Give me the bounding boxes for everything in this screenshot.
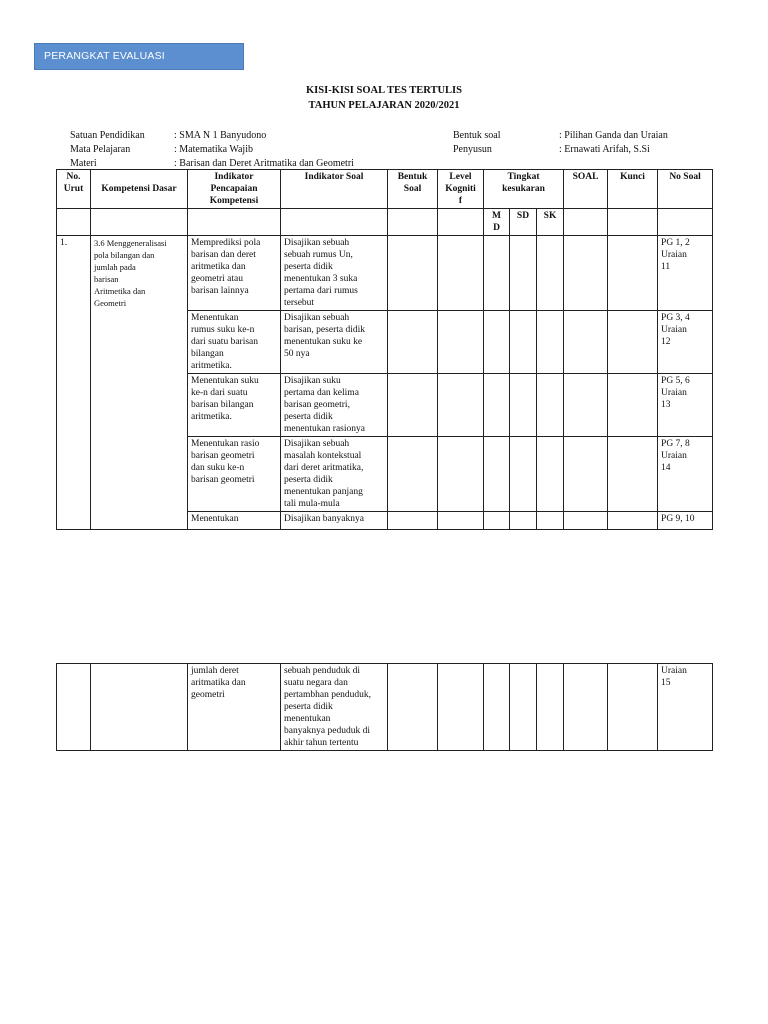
header-no: No. Urut <box>57 170 91 209</box>
header-sd: SD <box>510 209 537 236</box>
header-kunci: Kunci <box>608 170 658 209</box>
meta-penyusun-label: Penyusun <box>453 144 492 155</box>
no-soal: PG 3, 4 Uraian 12 <box>658 311 713 374</box>
header-kd: Kompetensi Dasar <box>91 170 188 209</box>
indikator-soal: Disajikan suku pertama dan kelima barisan geometri, peserta didik menentukan rasionya <box>281 374 388 437</box>
section-banner: PERANGKAT EVALUASI PENGETAHUAN <box>34 43 244 70</box>
header-row <box>57 170 713 209</box>
indikator-pencapaian: jumlah deret aritmatika dan geometri <box>188 664 281 751</box>
header-indikator-soal: Indikator Soal <box>281 170 388 209</box>
indikator-soal: Disajikan banyaknya <box>281 512 388 530</box>
row-number: 1. <box>57 236 91 530</box>
doc-title: KISI-KISI SOAL TES TERTULIS <box>306 85 462 96</box>
no-soal: PG 7, 8 Uraian 14 <box>658 437 713 512</box>
subheader-row <box>57 209 713 236</box>
header-md: M D <box>484 209 510 236</box>
header-sk: SK <box>537 209 564 236</box>
header-tingkat: Tingkat kesukaran <box>484 170 564 209</box>
kisi-kisi-table <box>56 169 713 530</box>
header-ipk: Indikator Pencapaian Kompetensi <box>188 170 281 209</box>
kisi-kisi-table-continued <box>56 663 713 751</box>
meta-materi-value: : Barisan dan Deret Aritmatika dan Geometri <box>174 158 354 169</box>
indikator-soal: sebuah penduduk di suatu negara dan pertambhan penduduk, peserta didik menentukan banyaknya peduduk di akhir tahun tertentu <box>281 664 388 751</box>
no-soal: Uraian 15 <box>658 664 713 751</box>
no-soal: PG 5, 6 Uraian 13 <box>658 374 713 437</box>
no-soal: PG 9, 10 <box>658 512 713 530</box>
table-row <box>57 664 713 751</box>
indikator-soal: Disajikan sebuah masalah kontekstual dari deret aritmatika, peserta didik menentukan panjang tali mula-mula <box>281 437 388 512</box>
indikator-pencapaian: Menentukan rasio barisan geometri dan suku ke-n barisan geometri <box>188 437 281 512</box>
meta-penyusun-value: : Ernawati Arifah, S.Si <box>559 144 650 155</box>
meta-materi-label: Materi <box>70 158 97 169</box>
header-bentuk: Bentuk Soal <box>388 170 438 209</box>
indikator-pencapaian: Menentukan rumus suku ke-n dari suatu barisan bilangan aritmetika. <box>188 311 281 374</box>
indikator-pencapaian: Memprediksi pola barisan dan deret aritmetika dan geometri atau barisan lainnya <box>188 236 281 311</box>
header-level: Level Kogniti f <box>438 170 484 209</box>
meta-mapel-value: : Matematika Wajib <box>174 144 253 155</box>
doc-subtitle: TAHUN PELAJARAN 2020/2021 <box>308 100 460 111</box>
meta-bentuk-value: : Pilihan Ganda dan Uraian <box>559 130 668 141</box>
table-row <box>57 236 713 311</box>
header-no-soal: No Soal <box>658 170 713 209</box>
indikator-soal: Disajikan sebuah barisan, peserta didik menentukan suku ke 50 nya <box>281 311 388 374</box>
indikator-soal: Disajikan sebuah sebuah rumus Un, peserta didik menentukan 3 suka pertama dari rumus tersebut <box>281 236 388 311</box>
meta-satuan-label: Satuan Pendidikan <box>70 130 145 141</box>
indikator-pencapaian: Menentukan <box>188 512 281 530</box>
meta-bentuk-label: Bentuk soal <box>453 130 501 141</box>
no-soal: PG 1, 2 Uraian 11 <box>658 236 713 311</box>
meta-mapel-label: Mata Pelajaran <box>70 144 131 155</box>
header-soal: SOAL <box>564 170 608 209</box>
meta-satuan-value: : SMA N 1 Banyudono <box>174 130 267 141</box>
indikator-pencapaian: Menentukan suku ke-n dari suatu barisan bilangan aritmetika. <box>188 374 281 437</box>
kompetensi-dasar: 3.6 Menggeneralisasi pola bilangan dan jumlah pada barisan Aritmetika dan Geometri <box>91 236 188 530</box>
